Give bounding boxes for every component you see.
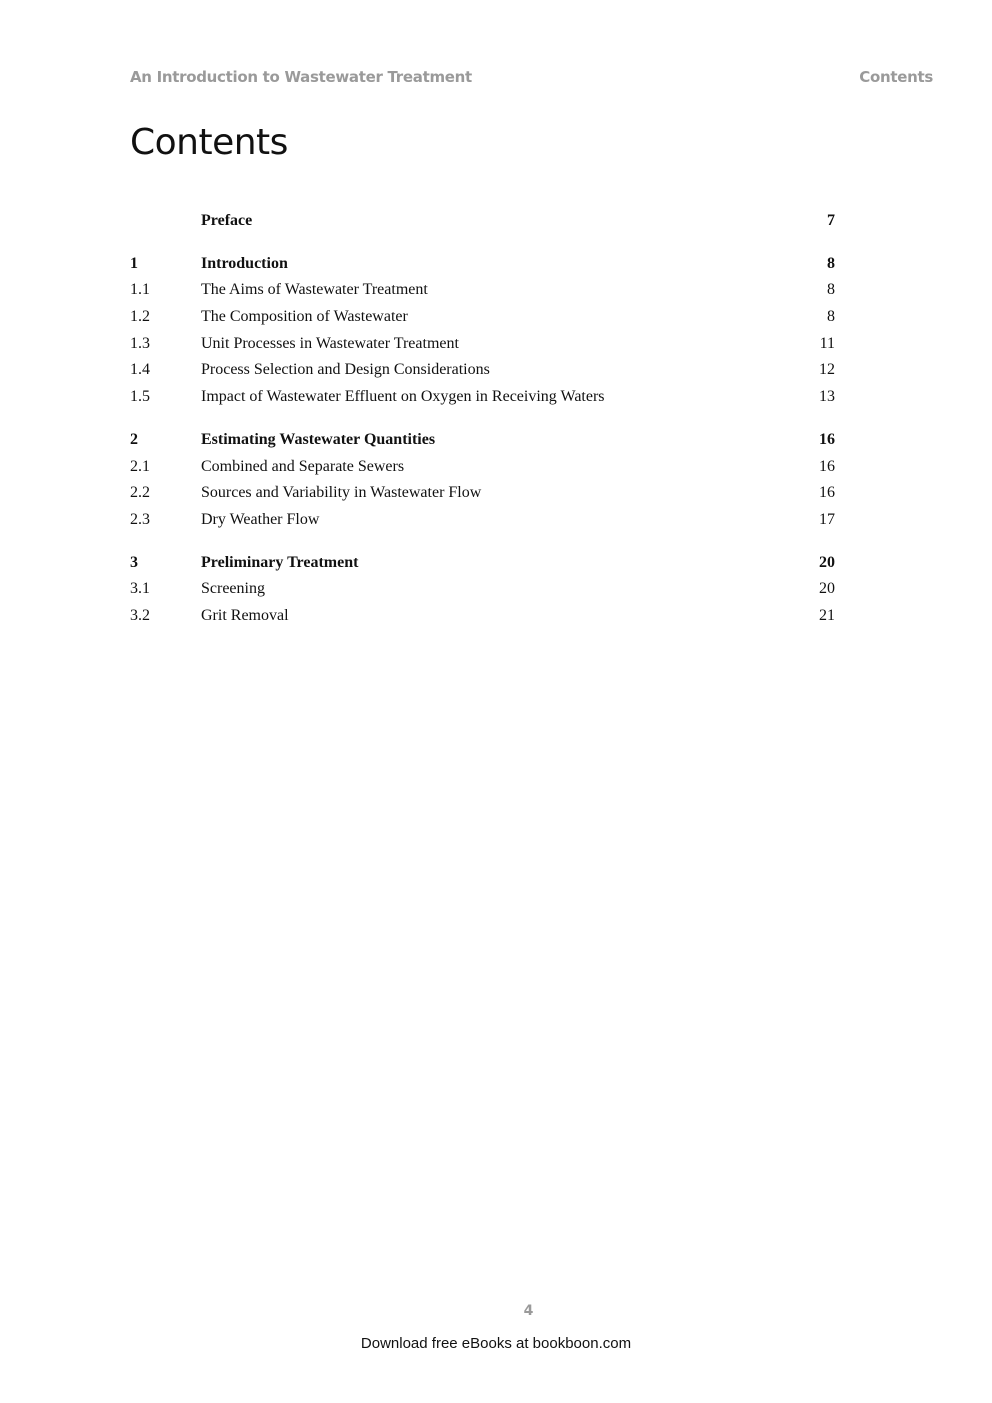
toc-entry-title: Estimating Wastewater Quantities	[201, 430, 436, 448]
toc-entry-page: 7	[827, 212, 835, 229]
toc-entry-title: Introduction	[201, 254, 288, 272]
toc-entry-page: 8	[827, 308, 835, 326]
toc-section-row[interactable]	[130, 603, 835, 630]
toc-entry-number: 2	[130, 430, 138, 448]
toc-section-row[interactable]	[130, 480, 835, 507]
toc-entry-number: 1.5	[130, 388, 150, 406]
toc-entry-page: 13	[819, 388, 835, 406]
toc-section-row[interactable]	[130, 454, 835, 481]
toc-entry-title: Process Selection and Design Considerations	[201, 361, 490, 379]
toc-entry-page: 16	[819, 484, 835, 502]
header-book-title: An Introduction to Wastewater Treatment	[130, 68, 472, 86]
toc-section-row[interactable]	[130, 331, 835, 358]
toc-section-row[interactable]	[130, 304, 835, 331]
toc-entry-title: Sources and Variability in Wastewater Flow	[201, 484, 482, 502]
toc-entry-number: 2.1	[130, 457, 150, 475]
page-title: Contents	[130, 122, 288, 163]
toc-entry-title: Grit Removal	[201, 606, 289, 624]
toc-entry-number: 3.2	[130, 606, 150, 624]
toc-section-row[interactable]	[130, 576, 835, 603]
toc-entry-title: Screening	[201, 580, 265, 598]
toc-entry-title: Preliminary Treatment	[201, 553, 359, 571]
table-of-contents	[130, 208, 835, 646]
toc-entry-number: 2.2	[130, 484, 150, 502]
toc-entry-title: Preface	[201, 212, 253, 229]
toc-section-row[interactable]	[130, 507, 835, 534]
toc-entry-title: Impact of Wastewater Effluent on Oxygen in Receiving Waters	[201, 388, 605, 406]
toc-entry-title: Combined and Separate Sewers	[201, 457, 405, 475]
toc-entry-page: 8	[827, 254, 835, 272]
toc-section-row[interactable]	[130, 277, 835, 304]
toc-section-row[interactable]	[130, 384, 835, 411]
toc-entry-page: 12	[819, 361, 835, 379]
toc-entry-number: 3.1	[130, 580, 150, 598]
footer-download-link[interactable]: Download free eBooks at bookboon.com	[360, 1335, 632, 1352]
toc-group-chapter-1	[130, 251, 835, 411]
toc-chapter-row[interactable]	[130, 550, 835, 577]
toc-chapter-row[interactable]	[130, 427, 835, 454]
toc-group-preface	[130, 208, 835, 235]
toc-entry-number: 3	[130, 553, 138, 571]
toc-entry-page: 16	[819, 430, 835, 448]
toc-group-chapter-2	[130, 427, 835, 534]
toc-entry-page: 16	[819, 457, 835, 475]
toc-section-row[interactable]	[130, 357, 835, 384]
toc-entry-page: 17	[819, 510, 835, 528]
toc-entry-number: 1.3	[130, 334, 150, 352]
toc-entry-number: 2.3	[130, 510, 150, 528]
toc-entry-page: 20	[819, 553, 835, 571]
toc-entry-number: 1.4	[130, 361, 150, 379]
toc-entry-preface[interactable]	[130, 208, 835, 235]
toc-entry-page: 20	[819, 580, 835, 598]
header-section-name: Contents	[859, 68, 933, 86]
toc-entry-number: 1.2	[130, 308, 150, 326]
toc-entry-title: Dry Weather Flow	[201, 510, 320, 528]
toc-entry-number: 1	[130, 254, 138, 272]
toc-group-chapter-3	[130, 550, 835, 630]
toc-entry-title: The Composition of Wastewater	[201, 308, 408, 326]
toc-entry-page: 8	[827, 281, 835, 299]
toc-entry-page: 11	[819, 334, 835, 352]
toc-entry-number: 1.1	[130, 281, 150, 299]
page-number: 4	[523, 1303, 534, 1319]
toc-chapter-row[interactable]	[130, 251, 835, 278]
toc-entry-page: 21	[819, 606, 835, 624]
toc-entry-title: The Aims of Wastewater Treatment	[201, 281, 428, 299]
toc-entry-title: Unit Processes in Wastewater Treatment	[201, 334, 459, 352]
